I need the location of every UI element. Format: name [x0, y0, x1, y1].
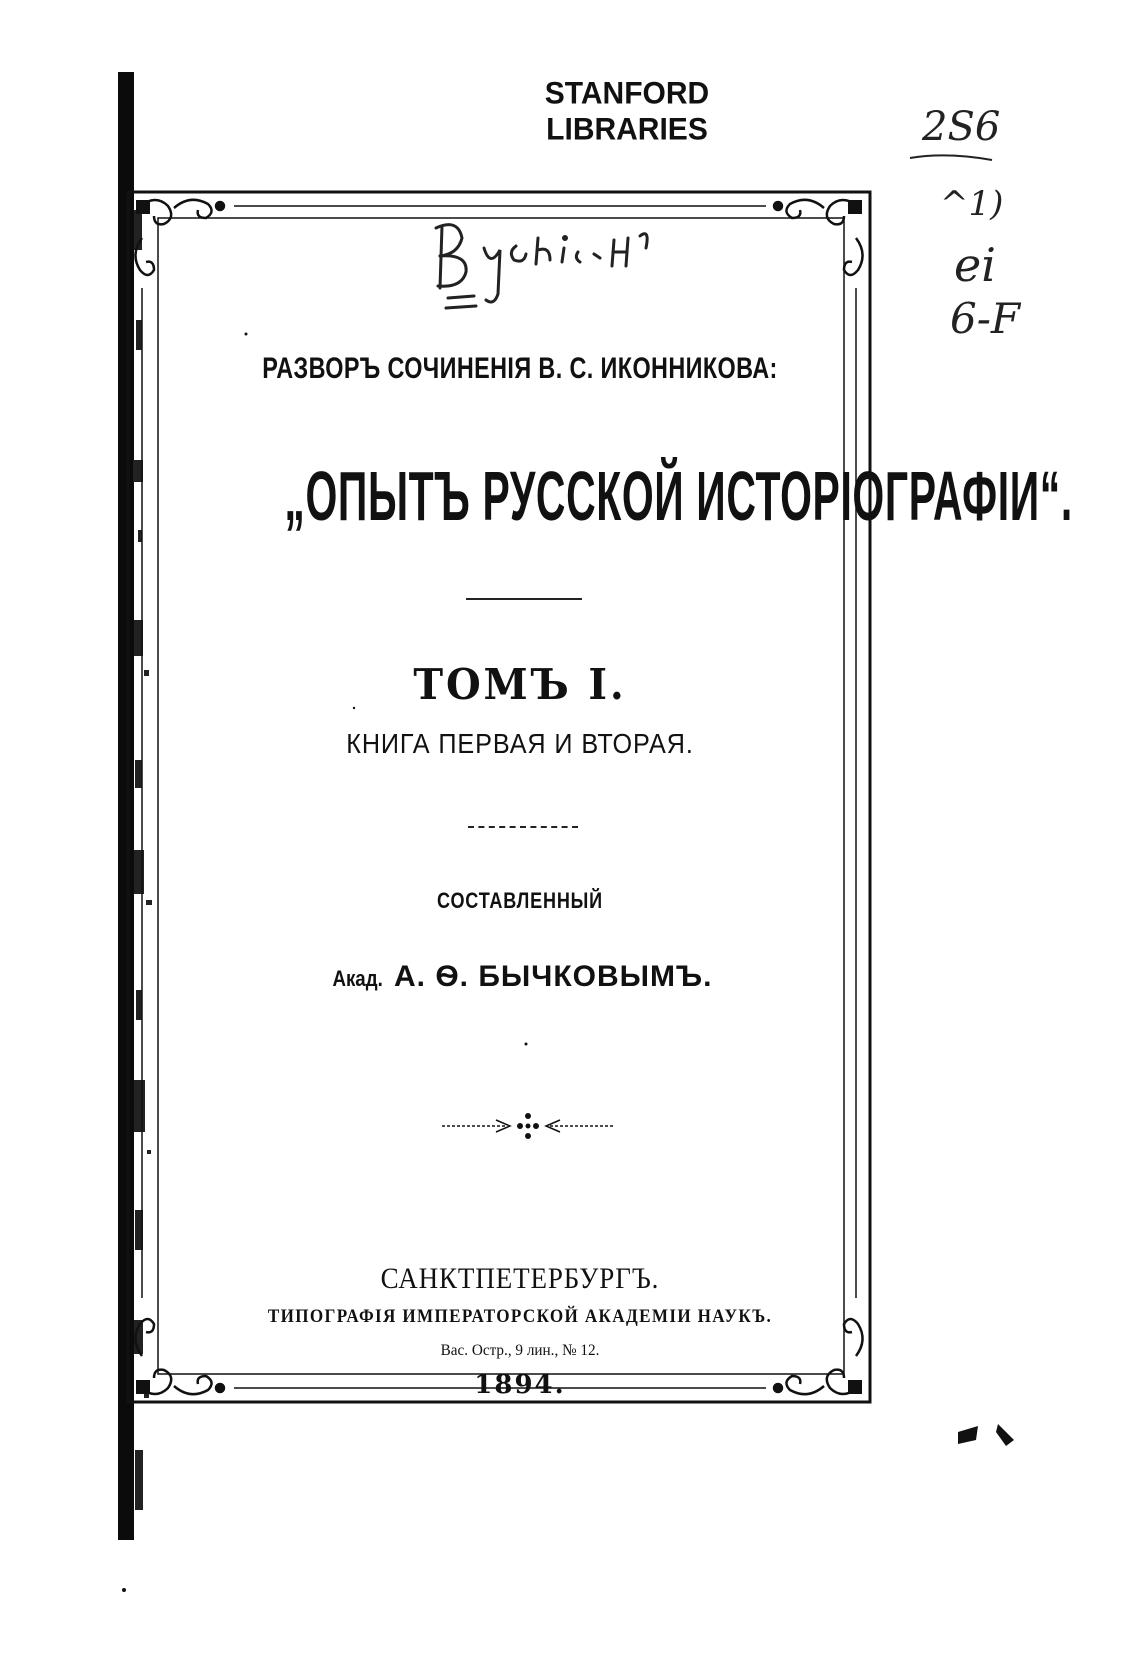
divider-rule-dashed: [468, 826, 578, 828]
author-title: Акад.: [331, 966, 383, 991]
margin-note-3: ei: [954, 238, 996, 292]
subtitle: РАЗВОРЪ СОЧИНЕНІЯ В. С. ИКОННИКОВА:: [262, 352, 778, 385]
imprint-city: САНКТПЕТЕРБУРГЪ.: [380, 1262, 660, 1295]
margin-note-2: ^1): [940, 184, 1004, 224]
margin-notes: [908, 104, 1038, 364]
author-line: [140, 960, 900, 994]
imprint-address: Вас. Остр., 9 лин., № 12.: [440, 1342, 600, 1359]
page-title: „ОПЫТЪ РУССКОЙ ИСТОРІОГРАФІИ“.: [284, 457, 1073, 535]
books-line: КНИГА ПЕРВАЯ И ВТОРАЯ.: [346, 728, 694, 759]
imprint-year: 1894.: [474, 1370, 566, 1400]
divider-rule: [466, 598, 582, 600]
author-name: А. Ѳ. БЫЧКОВЫМЪ.: [394, 960, 713, 993]
margin-underline: [906, 148, 996, 168]
margin-note-4: 6-F: [950, 294, 1021, 343]
volume-heading: ТОМЪ I.: [413, 660, 627, 709]
compiled-by-line: СОСТАВЛЕННЫЙ: [437, 888, 603, 913]
printers-ornament: [440, 1108, 616, 1144]
library-stamp: STANFORD LIBRARIES: [544, 76, 710, 147]
imprint-press: ТИПОГРАФІЯ ИМПЕРАТОРСКОЙ АКАДЕМІИ НАУКЪ.: [267, 1306, 773, 1327]
margin-note-shelfmark: 2Ѕ6: [922, 104, 1001, 150]
